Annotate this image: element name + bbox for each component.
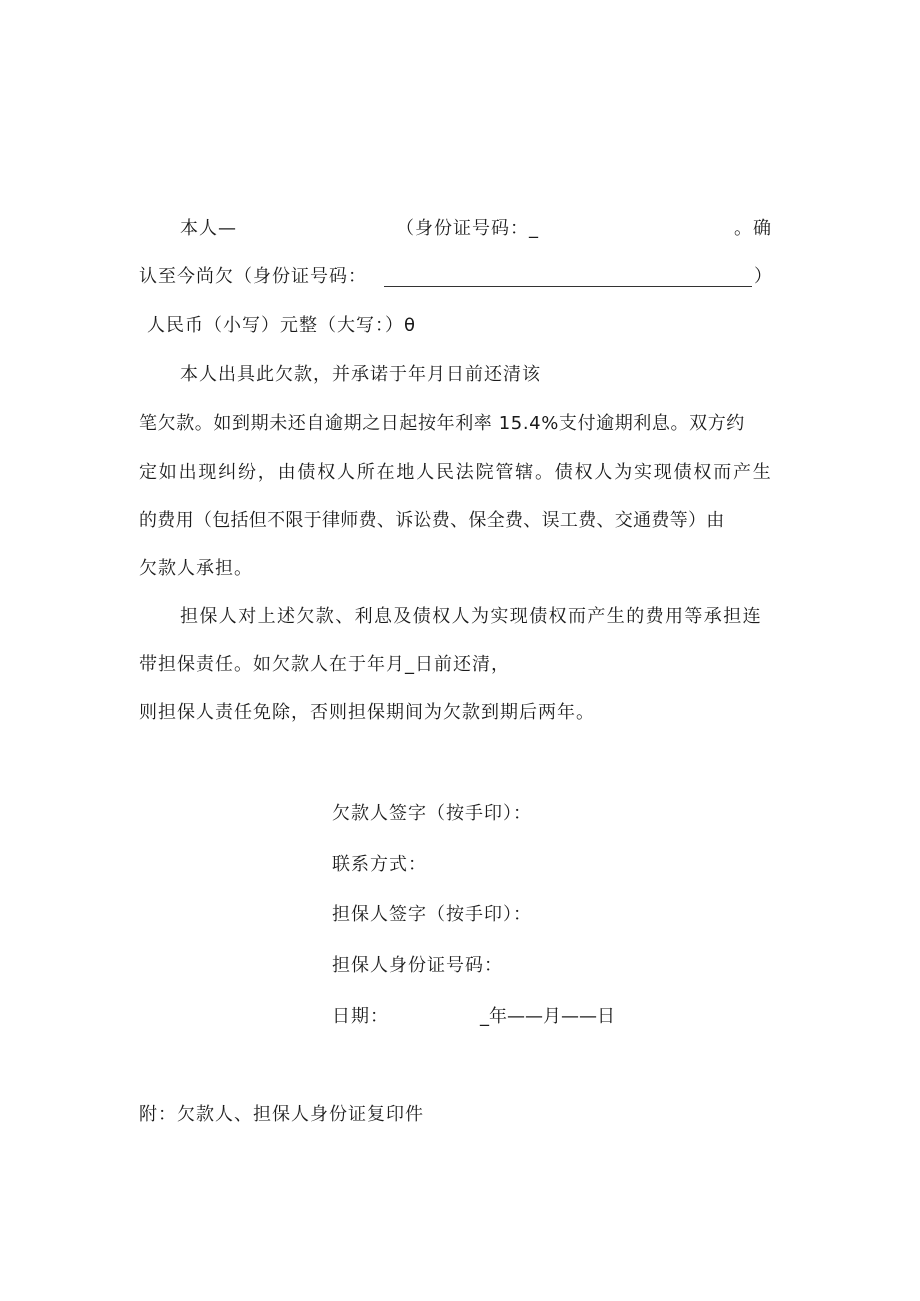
guarantor-signature-label: 担保人签字（按手印）：	[332, 904, 532, 925]
debtor-lead: 本人—	[180, 218, 237, 239]
fees-text: 的费用（包括但不限于律师费、诉讼费、保全费、误工费、交通费等）由	[139, 510, 725, 531]
jurisdiction-text: 定如出现纠纷，由债权人所在地人民法院管辖。债权人为实现债权而产生	[139, 462, 773, 483]
debtor-id-label: （身份证号码：_	[396, 218, 539, 239]
debtor-bears-text: 欠款人承担。	[139, 558, 253, 579]
guarantee-period-text: 则担保人责任免除，否则担保期间为欠款到期后两年。	[139, 702, 595, 723]
guarantor-liability-text: 担保人对上述欠款、利息及债权人为实现债权而产生的费用等承担连	[180, 606, 762, 627]
amount-text: 人民币（小写）元整（大写：）θ	[147, 315, 417, 336]
line-debtor-intro	[0, 215, 920, 243]
attachment-text: 附：欠款人、担保人身份证复印件	[139, 1104, 424, 1125]
creditor-id-blank	[384, 286, 752, 287]
date-row	[0, 1003, 920, 1031]
promise-text: 本人出具此欠款，并承诺于年月日前还清该	[180, 364, 541, 385]
interest-text: 笔欠款。如到期未还自逾期之日起按年利率 15.4%支付逾期利息。双方约	[139, 413, 745, 434]
debtor-signature-label: 欠款人签字（按手印）：	[332, 803, 532, 824]
confirm-tail: 。确	[734, 218, 772, 239]
contact-label: 联系方式：	[332, 854, 427, 875]
guarantor-id-label: 担保人身份证号码：	[332, 955, 503, 976]
creditor-id-label: 认至今尚欠（身份证号码：	[139, 266, 367, 287]
line-creditor-id	[0, 263, 920, 291]
date-label: 日期：	[332, 1006, 389, 1027]
joint-guarantee-text: 带担保责任。如欠款人在于年月_日前还清，	[139, 654, 510, 675]
date-blank: _年——月——日	[480, 1006, 615, 1027]
creditor-id-close: ）	[754, 266, 773, 287]
